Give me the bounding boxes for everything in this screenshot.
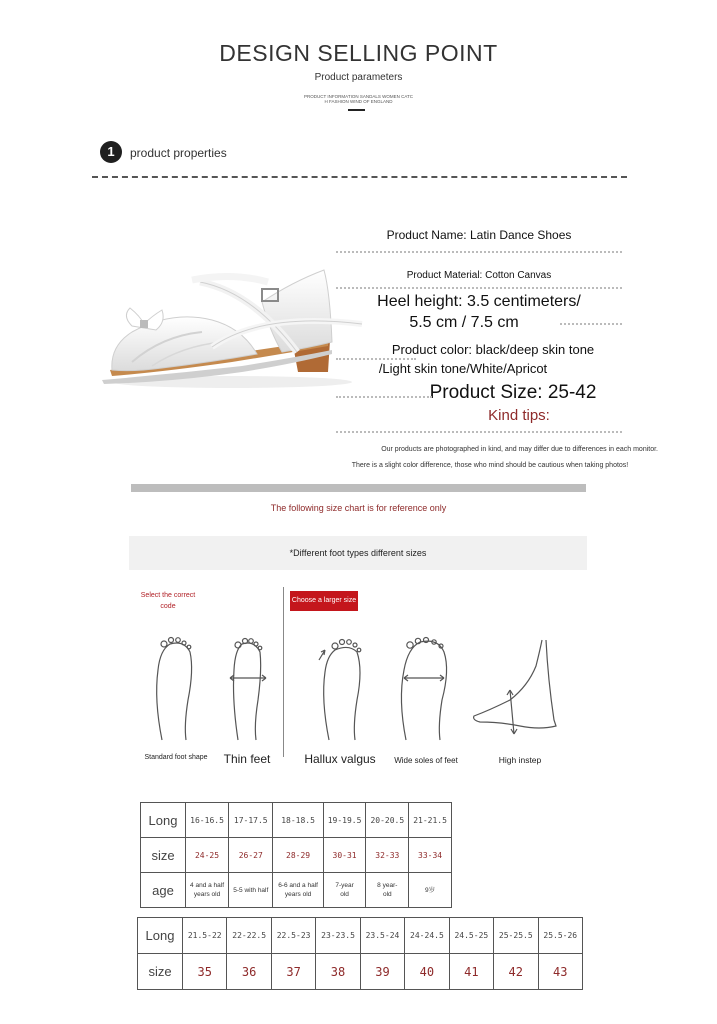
wide-foot-icon <box>401 638 446 741</box>
foot-label-thin: Thin feet <box>223 752 271 766</box>
foot-types-banner: *Different foot types different sizes <box>129 536 587 570</box>
table-cell: 41 <box>449 954 493 990</box>
table-row <box>141 873 452 908</box>
age-line: 7-year <box>335 882 354 889</box>
foot-label-wide: Wide soles of feet <box>394 756 458 765</box>
table-cell: 23-23.5 <box>316 918 360 954</box>
high-instep-icon <box>474 640 556 734</box>
property-divider <box>336 396 432 398</box>
foot-illustrations <box>140 630 580 745</box>
long-label: Long <box>141 803 186 838</box>
table-cell <box>323 873 366 908</box>
product-color-line-2: /Light skin tone/White/Apricot <box>378 361 548 376</box>
long-label: Long <box>138 918 183 954</box>
tiny-caption <box>0 94 717 104</box>
section-title: product properties <box>130 146 227 160</box>
table-row <box>138 918 583 954</box>
product-color-line-1: Product color: black/deep skin tone <box>391 342 595 357</box>
gray-divider-bar <box>131 484 586 492</box>
select-correct-code-label <box>128 590 208 612</box>
table-cell <box>409 873 452 908</box>
heel-height-line-1: Heel height: 3.5 centimeters/ <box>377 293 581 310</box>
size-label: size <box>141 838 186 873</box>
hallux-valgus-icon <box>319 640 361 741</box>
age-line: years old <box>284 891 312 898</box>
title-underline <box>348 109 365 111</box>
tiny-caption-line-1: PRODUCT INFORMATION SANDALS WOMEN CATC <box>303 94 413 99</box>
product-name: Product Name: Latin Dance Shoes <box>386 228 572 242</box>
age-line: 6-6 and a half <box>278 882 318 889</box>
table-cell: 17-17.5 <box>229 803 273 838</box>
table-cell <box>186 873 229 908</box>
property-divider <box>560 323 622 325</box>
table-cell: 22-22.5 <box>227 918 271 954</box>
property-divider <box>336 251 622 253</box>
size-chart-table-1 <box>140 802 452 908</box>
table-cell: 16-16.5 <box>186 803 229 838</box>
section-divider <box>92 176 627 178</box>
table-cell: 36 <box>227 954 271 990</box>
age-line: 8 year- <box>377 882 398 889</box>
table-cell: 40 <box>405 954 449 990</box>
product-size: Product Size: 25-42 <box>429 382 597 403</box>
age-line: 4 and a half <box>190 882 225 889</box>
page-title: DESIGN SELLING POINT <box>219 40 498 66</box>
table-row <box>138 954 583 990</box>
choose-larger-size-tag: Choose a larger size <box>290 591 358 611</box>
select-line-1: Select the correct <box>140 592 196 599</box>
age-line: 5-5 with half <box>233 886 269 894</box>
table-cell: 33-34 <box>409 838 452 873</box>
table-cell: 25-25.5 <box>494 918 538 954</box>
table-cell <box>366 873 409 908</box>
tips-note-1: Our products are photographed in kind, and may differ due to differences in each monitor. <box>381 446 658 453</box>
table-cell: 39 <box>360 954 404 990</box>
table-row <box>141 803 452 838</box>
table-cell: 20-20.5 <box>366 803 409 838</box>
tiny-caption-line-2: H FASHION WIND OF ENGLAND <box>324 99 393 104</box>
table-cell: 32-33 <box>366 838 409 873</box>
table-cell: 24-25 <box>186 838 229 873</box>
table-cell: 26-27 <box>229 838 273 873</box>
tips-note-2: There is a slight color difference, those who mind should be cautious when taking photos! <box>351 462 629 469</box>
table-cell: 43 <box>538 954 583 990</box>
table-cell <box>229 873 273 908</box>
table-cell: 19-19.5 <box>323 803 366 838</box>
table-cell: 42 <box>494 954 538 990</box>
age-line: years old <box>193 891 221 898</box>
table-cell: 21-21.5 <box>409 803 452 838</box>
table-cell: 21.5-22 <box>183 918 227 954</box>
foot-label-standard: Standard foot shape <box>144 754 208 761</box>
table-cell: 38 <box>316 954 360 990</box>
table-cell: 25.5-26 <box>538 918 583 954</box>
heel-height-line-2: 5.5 cm / 7.5 cm <box>409 314 519 331</box>
select-line-2: code <box>160 603 176 610</box>
property-divider <box>336 431 622 433</box>
section-number-badge: 1 <box>100 141 122 163</box>
size-label: size <box>138 954 183 990</box>
table-cell: 23.5-24 <box>360 918 404 954</box>
page-subtitle: Product parameters <box>314 72 403 83</box>
age-label: age <box>141 873 186 908</box>
property-divider <box>336 287 622 289</box>
kind-tips-heading: Kind tips: <box>488 407 550 424</box>
table-cell: 24-24.5 <box>405 918 449 954</box>
age-line: old <box>382 891 392 898</box>
standard-foot-icon <box>157 638 192 741</box>
table-cell: 30-31 <box>323 838 366 873</box>
size-chart-reference-note: The following size chart is for reference only <box>270 503 447 513</box>
size-chart-table-2 <box>137 917 583 990</box>
table-cell <box>273 873 323 908</box>
table-cell: 35 <box>183 954 227 990</box>
age-line: 9岁 <box>425 886 436 894</box>
product-material: Product Material: Cotton Canvas <box>406 270 552 281</box>
thin-foot-icon <box>230 639 266 741</box>
table-cell: 37 <box>271 954 315 990</box>
age-line: old <box>340 891 349 898</box>
property-divider <box>336 358 416 360</box>
table-cell: 28-29 <box>273 838 323 873</box>
table-row <box>141 838 452 873</box>
table-cell: 24.5-25 <box>449 918 493 954</box>
table-cell: 18-18.5 <box>273 803 323 838</box>
foot-label-high-instep: High instep <box>498 755 542 765</box>
table-cell: 22.5-23 <box>271 918 315 954</box>
foot-label-hallux-valgus: Hallux valgus <box>304 752 376 766</box>
